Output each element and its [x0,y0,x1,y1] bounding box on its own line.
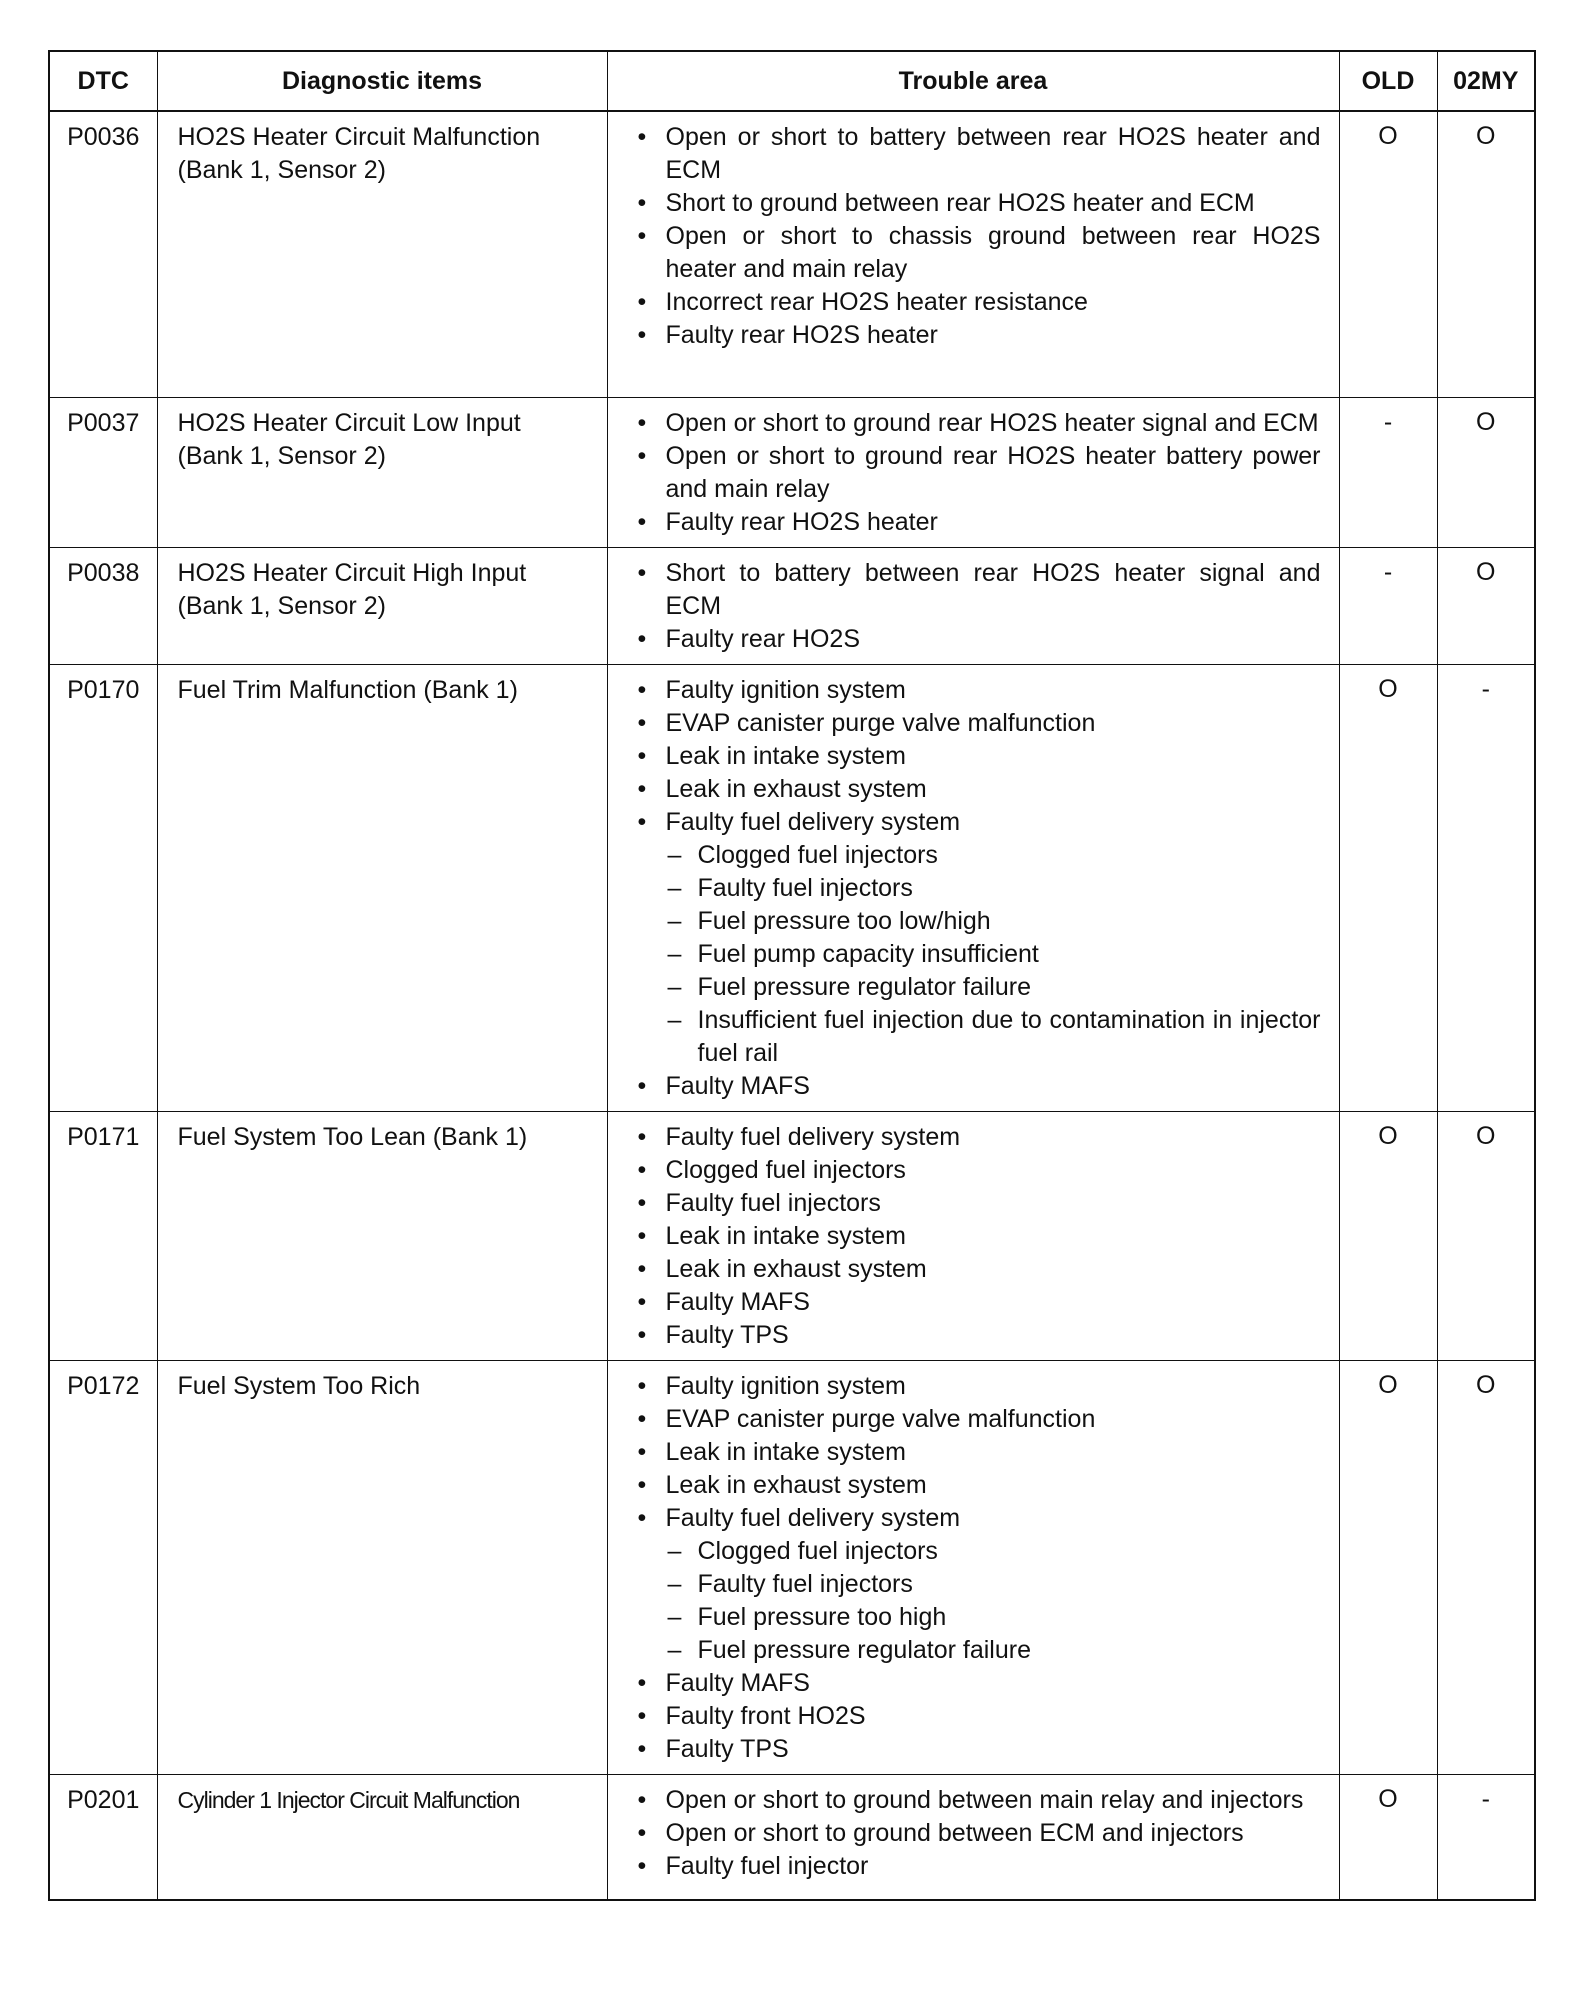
trouble-item: • Open or short to ground rear HO2S heater battery power and main relay [634,440,1321,506]
diagnostic-item: Fuel Trim Malfunction (Bank 1) [157,664,607,1111]
trouble-subitem: – Fuel pressure too low/high [634,905,1321,938]
02my-applicability: - [1437,664,1535,1111]
diagnostic-item: Fuel System Too Rich [157,1360,607,1774]
dtc-code: P0172 [49,1360,157,1774]
trouble-item: • Open or short to ground rear HO2S heater signal and ECM [634,407,1321,440]
old-applicability: - [1339,397,1437,547]
trouble-item: • Faulty fuel injectors [634,1187,1321,1220]
old-applicability: - [1339,547,1437,664]
trouble-subitem: – Clogged fuel injectors [634,839,1321,872]
diagnostic-item: HO2S Heater Circuit High Input (Bank 1, Sensor 2) [157,547,607,664]
old-applicability: O [1339,1360,1437,1774]
trouble-subitem: – Fuel pressure regulator failure [634,1634,1321,1667]
trouble-item: • Faulty rear HO2S heater [634,506,1321,539]
trouble-area-list [634,557,1321,656]
trouble-item: • Incorrect rear HO2S heater resistance [634,286,1321,319]
old-applicability: O [1339,1111,1437,1360]
table-row [49,547,1535,664]
trouble-area-list [634,674,1321,1103]
trouble-item: • Faulty TPS [634,1733,1321,1766]
trouble-item: • Clogged fuel injectors [634,1154,1321,1187]
trouble-item: • EVAP canister purge valve malfunction [634,707,1321,740]
trouble-item: • Leak in exhaust system [634,1253,1321,1286]
table-row [49,1774,1535,1900]
trouble-subitem: – Faulty fuel injectors [634,1568,1321,1601]
trouble-subitem: – Faulty fuel injectors [634,872,1321,905]
header-02my: 02MY [1437,51,1535,111]
table-row [49,664,1535,1111]
old-applicability: O [1339,111,1437,397]
trouble-area-cell [607,397,1339,547]
trouble-subitem: – Fuel pressure too high [634,1601,1321,1634]
table-row [49,1111,1535,1360]
trouble-item: • Faulty rear HO2S [634,623,1321,656]
trouble-item: • Leak in exhaust system [634,773,1321,806]
trouble-item: • Faulty MAFS [634,1070,1321,1103]
trouble-area-cell [607,1774,1339,1900]
trouble-area-cell [607,1360,1339,1774]
trouble-item: • Leak in intake system [634,740,1321,773]
trouble-area-list [634,1121,1321,1352]
trouble-area-list [634,1370,1321,1766]
trouble-area-cell [607,111,1339,397]
table-header [49,51,1535,111]
trouble-subitem: – Fuel pump capacity insufficient [634,938,1321,971]
header-old: OLD [1339,51,1437,111]
02my-applicability: O [1437,1360,1535,1774]
trouble-item: • Short to battery between rear HO2S heater signal and ECM [634,557,1321,623]
old-applicability: O [1339,664,1437,1111]
trouble-item: • Faulty fuel delivery system [634,1121,1321,1154]
02my-applicability: O [1437,397,1535,547]
header-diagnostic-items: Diagnostic items [157,51,607,111]
trouble-area-list [634,1784,1321,1883]
dtc-code: P0036 [49,111,157,397]
trouble-item: • Open or short to ground between main relay and injectors [634,1784,1321,1817]
trouble-subitem: – Insufficient fuel injection due to contamination in injector fuel rail [634,1004,1321,1070]
trouble-item: • Faulty MAFS [634,1667,1321,1700]
table-row [49,111,1535,397]
trouble-area-cell [607,547,1339,664]
dtc-table [48,50,1536,1901]
trouble-item: • Faulty fuel injector [634,1850,1321,1883]
trouble-area-list [634,407,1321,539]
02my-applicability: O [1437,547,1535,664]
diagnostic-item: Fuel System Too Lean (Bank 1) [157,1111,607,1360]
header-row [49,51,1535,111]
trouble-item: • EVAP canister purge valve malfunction [634,1403,1321,1436]
trouble-item: • Leak in exhaust system [634,1469,1321,1502]
02my-applicability: - [1437,1774,1535,1900]
trouble-item: • Faulty rear HO2S heater [634,319,1321,352]
dtc-code: P0171 [49,1111,157,1360]
diagnostic-item: HO2S Heater Circuit Low Input (Bank 1, Sensor 2) [157,397,607,547]
dtc-code: P0201 [49,1774,157,1900]
trouble-item: • Leak in intake system [634,1220,1321,1253]
trouble-item: • Faulty fuel delivery system [634,1502,1321,1535]
table-row [49,1360,1535,1774]
trouble-subitem: – Clogged fuel injectors [634,1535,1321,1568]
trouble-item: • Open or short to ground between ECM and injectors [634,1817,1321,1850]
trouble-area-cell [607,1111,1339,1360]
trouble-subitem: – Fuel pressure regulator failure [634,971,1321,1004]
header-dtc: DTC [49,51,157,111]
trouble-item: • Open or short to battery between rear HO2S heater and ECM [634,121,1321,187]
trouble-item: • Faulty ignition system [634,674,1321,707]
diagnostic-item: Cylinder 1 Injector Circuit Malfunction [157,1774,607,1900]
trouble-item: • Faulty fuel delivery system [634,806,1321,839]
dtc-code: P0037 [49,397,157,547]
02my-applicability: O [1437,1111,1535,1360]
trouble-item: • Short to ground between rear HO2S heater and ECM [634,187,1321,220]
trouble-item: • Open or short to chassis ground between rear HO2S heater and main relay [634,220,1321,286]
02my-applicability: O [1437,111,1535,397]
trouble-area-cell [607,664,1339,1111]
dtc-code: P0170 [49,664,157,1111]
trouble-item: • Leak in intake system [634,1436,1321,1469]
table-body [49,111,1535,1900]
trouble-item: • Faulty ignition system [634,1370,1321,1403]
diagnostic-item: HO2S Heater Circuit Malfunction (Bank 1, Sensor 2) [157,111,607,397]
dtc-code: P0038 [49,547,157,664]
table-row [49,397,1535,547]
trouble-item: • Faulty MAFS [634,1286,1321,1319]
trouble-area-list [634,121,1321,352]
header-trouble-area: Trouble area [607,51,1339,111]
old-applicability: O [1339,1774,1437,1900]
trouble-item: • Faulty front HO2S [634,1700,1321,1733]
trouble-item: • Faulty TPS [634,1319,1321,1352]
